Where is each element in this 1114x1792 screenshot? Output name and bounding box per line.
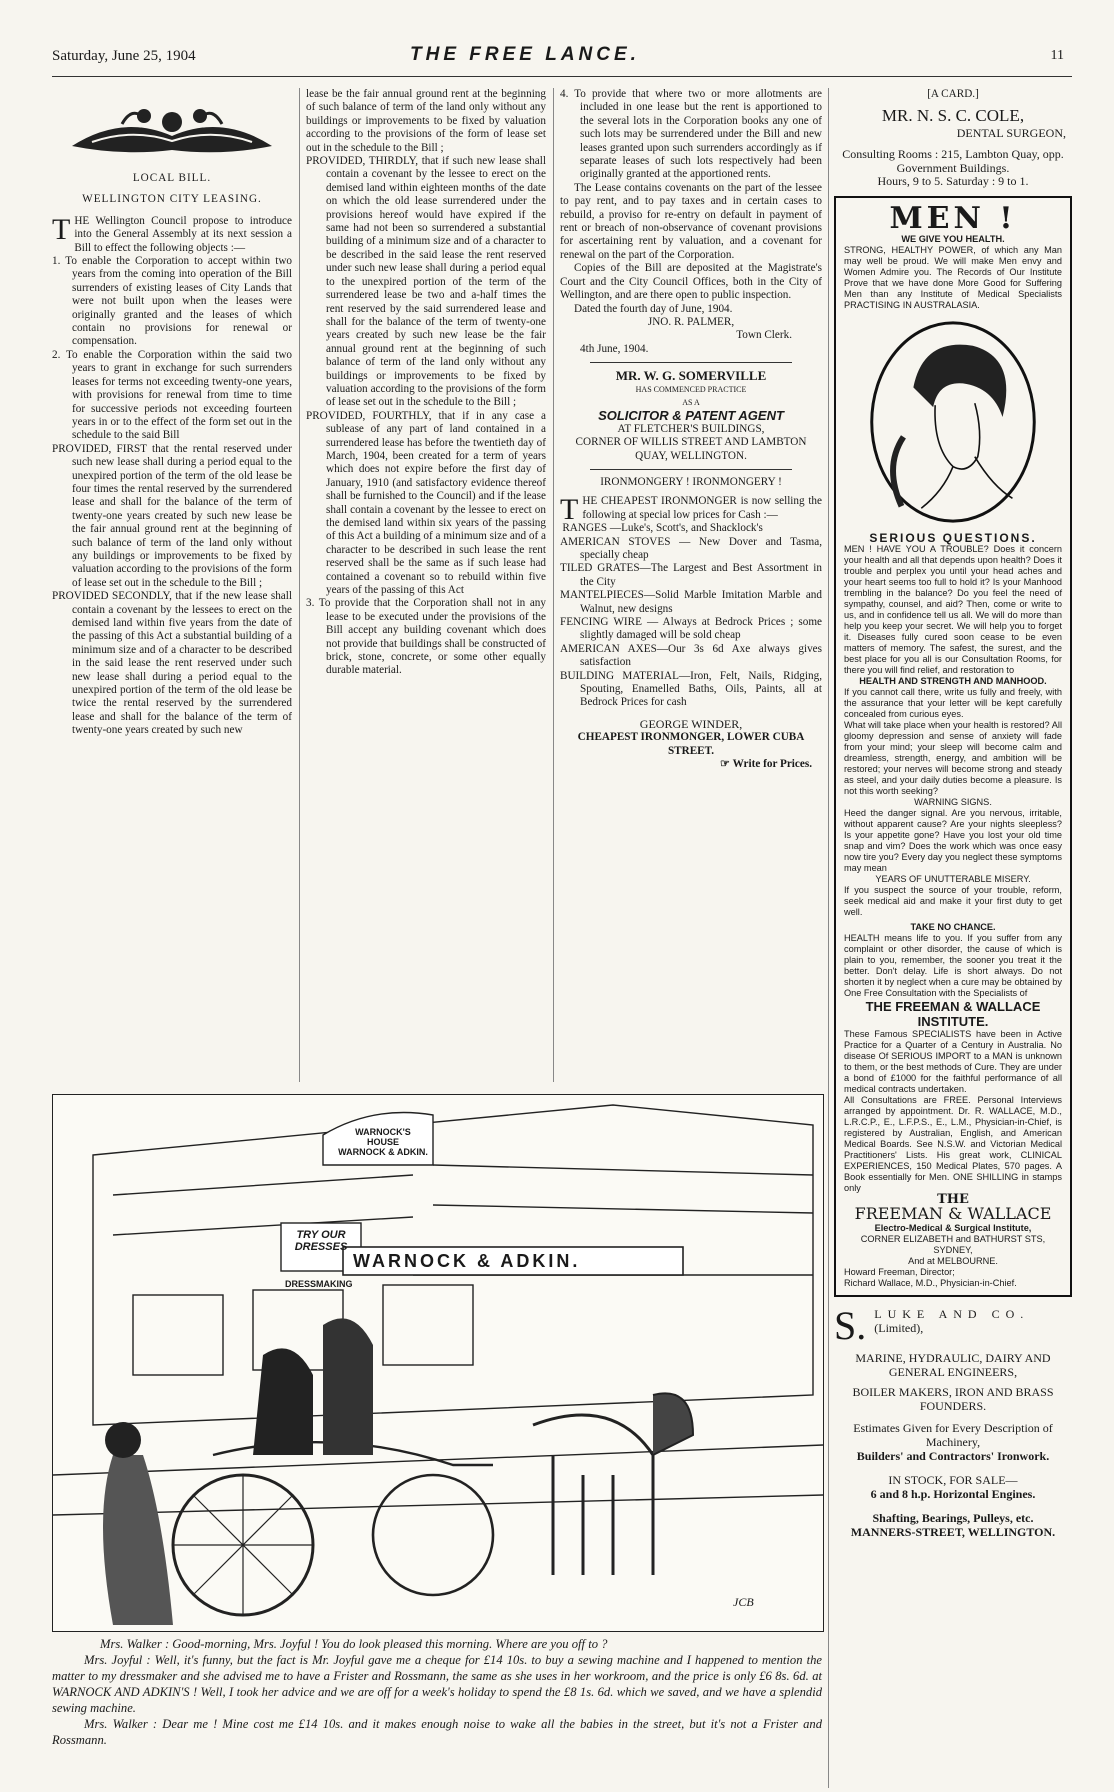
somerville-address1: AT FLETCHER'S BUILDINGS, [617,422,765,435]
somerville-role: SOLICITOR & PATENT AGENT [598,408,784,424]
somerville-name: MR. W. G. SOMERVILLE [615,368,767,384]
caption-line: Mrs. Walker : Good-morning, Mrs. Joyful ! You do look pleased this morning. Where are you off to ? [100,1637,608,1651]
column-3 [560,88,822,772]
somerville-ad [560,369,822,463]
drop-cap: T [52,212,71,246]
men-tagline: WE GIVE YOU HEALTH. [901,234,1005,245]
sign-warnock-house: WARNOCK'S HOUSE WARNOCK & ADKIN. [338,1127,428,1157]
sign-warnock-adkin: WARNOCK & ADKIN. [353,1251,581,1271]
ironmongery-item: FENCING WIRE — Always at Bedrock Prices ; some slightly damaged will be sold cheap [560,616,822,642]
write-for-prices: ☞ Write for Prices. [719,758,812,771]
misery-line: YEARS OF UNUTTERABLE MISERY. [875,874,1031,885]
sign-try-dresses: TRY OUR DRESSES [294,1229,348,1253]
bill-proviso: PROVIDED, FOURTHLY, that if in any case a sublease of any part of land contained in a surrendered lease has before the twentieth day of March, 1904, been created for a term of years which does not expire before the first day of January, 1910 (and satisfactory evidence thereof shall be furnished to the Council) and if the lease shall contain a covenant by the lessee to erect on the demised land within six years of the passing of this Act a building of a minimum size and of a character to be described in such lease the rent reserved shall be the same as if such lease had contained a covenant so to rebuild within five years of the passing of this Act [306,409,546,597]
men-title: MEN ! [889,201,1017,237]
ironmongery-owner: GEORGE WINDER, [639,716,743,731]
firm-address2: And at MELBOURNE. [908,1256,998,1267]
cartoon-illustration [52,1094,824,1632]
men-body: These Famous SPECIALISTS have been in Active Practice for a Quarter of a Century in Australia. No disease Of SERIOUS IMPORT to a MAN is unknown to them, or the best methods of Cure. They are under a bond of £1000 for the faithful performance of all medical contracts undertaken. [844,1029,1062,1095]
woman-portrait-icon [844,317,1062,527]
bill-heading: LOCAL BILL. [132,172,212,184]
ironmongery-item: BUILDING MATERIAL—Iron, Felt, Nails, Ridging, Spouting, Enamelled Baths, Oils, Paints, all at Bedrock Prices for cash [560,669,822,709]
bill-paragraph: Copies of the Bill are deposited at the Magistrate's Court and the City Council Offices, both in the City of Wellington, and are there open to public inspection. [560,262,822,302]
sign-dressmaking: DRESSMAKING [285,1279,353,1289]
luke-line4: Builders' and Contractors' Ironwork. [856,1449,1050,1464]
ironmongery-item: RANGES —Luke's, Scott's, and Shacklock's [562,522,763,535]
bill-continuation: lease be the fair annual ground rent at the beginning of such balance of term of the land only without any buildings or improvements to be fixed by valuation according to the provisions of the form of lease set out in the schedule to the Bill ; [306,88,546,154]
artist-signature: JCB [733,1595,754,1609]
bill-proviso: PROVIDED, THIRDLY, that if such new lease shall contain a covenant by the lessee to erect on the demised land within eighteen months of the date on which the old lease surrendered under the provisions hereof would have expired if the same had not been so surrendered a substantial building of a minimum size and of a character to be described in the said lease the rent reserved under such new lease shall during a period equal to the unexpired portion of the term of the surrendered lease be two and a-half times the rent reserved by the said surrendered lease and shall for the balance of the term of twenty-one years created by such new lease be the fair annual ground rent at the beginning of such balance of term of the land only without any buildings or improvements to be fixed by valuation according to the provisions of the form of lease set out in the schedule to the Bill ; [306,155,546,409]
divider [590,362,792,363]
card-label: [A CARD.] [927,88,979,100]
luke-line2: BOILER MAKERS, IRON AND BRASS FOUNDERS. [852,1385,1054,1414]
issue-date: Saturday, June 25, 1904 [52,48,196,64]
men-health-ad [834,196,1072,1297]
men-body: If you suspect the source of your trouble, reform, seek medical aid and make it your first duty to get well. [844,885,1062,918]
bill-item: PROVIDED, FIRST that the rental reserved under such new lease shall during a period equal to the unexpired portion of the term of the old lease be four times the rental reserved by the surrendered lease and shall for the balance of the term of twenty-one years created by such new lease be the fair annual ground rent at the beginning of such balance of term of the land only without any buildings or improvements to be fixed by valuation according to the provisions of the form of lease set out in the schedule to the Bill ; [52,442,292,589]
cole-card [834,88,1072,188]
firm-address: CORNER ELIZABETH and BATHURST STS, SYDNEY, [860,1234,1046,1256]
cartoon-caption [52,1636,822,1748]
luke-engines: 6 and 8 h.p. Horizontal Engines. [870,1487,1036,1502]
ironmongery-item: TILED GRATES—The Largest and Best Assortment in the City [560,562,822,588]
somerville-address2: CORNER OF WILLIS STREET AND LAMBTON QUAY, WELLINGTON. [575,436,807,462]
street-scene-illustration [53,1095,823,1631]
bill-item: 1. To enable the Corporation to accept within two years from the coming into operation of the Bill surrenders of existing leases of City Lands that were not built upon when the leases were originally granted and the leases of which contain no provisions for renewal or compensation. [52,255,292,348]
luke-shafting: Shafting, Bearings, Pulleys, etc. [872,1511,1034,1526]
ironmongery-heading: IRONMONGERY ! IRONMONGERY ! [600,475,782,488]
sign-date: 4th June, 1904. [580,342,649,355]
divider [590,469,792,470]
men-body: What will take place when your health is restored? All gloomy depression and sense of anxiety will fade from your mind; your sleep will become calm and dreamless, strength, energy, and ambition will be restored; your nerves will become strong and steady as steel, and your daily duties become a pleasure. Is not this worth seeking? [844,720,1062,797]
page-number: 11 [1050,48,1064,63]
ironmongery-intro: THE CHEAPEST IRONMONGER is now selling the following at special low prices for Cash :— [560,493,822,527]
no-chance: TAKE NO CHANCE. [910,922,996,933]
ironmongery-item: AMERICAN STOVES — New Dover and Tasma, specially cheap [560,535,822,561]
bill-dated: Dated the fourth day of June, 1904. [574,302,733,315]
cole-name: MR. N. S. C. COLE, [881,106,1025,126]
men-body: HEALTH means life to you. If you suffer from any complaint or other disorder, the cause of which is plain to you, remember, the sooner you treat it the better. Don't delay. Life is short always. Do not shorten it by neglect when a cure may be obtained by One Free Consultation with the Specialists of [844,933,1062,999]
luke-limited: (Limited), [874,1321,924,1336]
column-divider [828,88,829,1788]
firm-name: FREEMAN & WALLACE [854,1204,1052,1224]
masthead: THE FREE LANCE. [410,44,640,65]
ironmongery-ad [560,476,822,772]
bill-paragraph: The Lease contains covenants on the part of the lessee to pay rent, and to pay taxes and in certain cases to rebuild, a proviso for re-entry on default in payment of rent or breach of non-observance of covenant provisions for ascertaining rent by valuation, and a covenant for renewal on the part of the Corporation. [560,181,822,261]
signer-title: Town Clerk. [736,329,792,342]
column-4 [834,88,1072,1539]
column-divider [553,88,554,1082]
signer-name: JNO. R. PALMER, [647,315,735,328]
luke-ad [834,1307,1072,1539]
bill-subheading: WELLINGTON CITY LEASING. [82,193,262,206]
men-body: All Consultations are FREE. Personal Interviews arranged by appointment. Dr. R. WALLACE, M.D., L.R.C.P., E., L.F.P.S., E., L.M., Physician-in-Chief, is registered by Australian, English, and American Medical Boards. See N.S.W. and Victorian Medical Practitioners' Lists. His great work, CLINICAL EXPERIENCES, 150 Medical Plates, 570 pages. A Book essentially for Men. ONE SHILLING in stamps only [844,1095,1062,1194]
men-body: Heed the danger signal. Are you nervous, irritable, without apparent cause? Are your nights sleepless? Is your appetite gone? Have you lost your old time snap and vim? Does the work which was once easy now tire you? Every day you neglect these symptoms may mean [844,808,1062,874]
page-header [52,44,1072,70]
warning-signs: WARNING SIGNS. [914,797,992,808]
bill-item: 4. To provide that where two or more allotments are included in one lease but the rent is apportioned to the several lots in the Corporation books any one of such lots may be surrendered under the Bill and new leases granted upon such surrenders accordingly as if separate leases of such lots respectively had been originally granted at the apportioned rents. [560,88,822,181]
men-body: If you cannot call there, write us fully and freely, with the assurance that your letter will be kept carefully concealed from curious eyes. [844,687,1062,720]
luke-name: LUKE AND CO. [874,1307,1030,1322]
luke-line3: Estimates Given for Every Description of Machinery, [853,1421,1053,1450]
somerville-line1: HAS COMMENCED PRACTICE [635,384,747,394]
health-line: HEALTH AND STRENGTH AND MANHOOD. [859,676,1047,687]
luke-stock: IN STOCK, FOR SALE— [888,1473,1018,1488]
luke-line1: MARINE, HYDRAULIC, DAIRY AND GENERAL ENGINEERS, [855,1351,1051,1380]
ornament-icon [62,94,282,164]
ironmongery-item: AMERICAN AXES—Our 3s 6d Axe always gives satisfaction [560,642,822,669]
director: Howard Freeman, Director; [844,1267,955,1278]
men-body: MEN ! HAVE YOU A TROUBLE? Does it concern your health and all that depends upon health? Does it trouble and perplex you until your head aches and your heart seems too full to hold it? Is your Manhood trembling in the balance? Do you feel the need of sympathy, counsel, and aid? Then, come or write to us, and in confidence tell us all. We will do more than help you keep your secret. We will help you to forget it. Diseases fully cured soon cease to be even matters of memory. The safest, the surest, and the best place for you all is our Consultation Rooms, for there you will find relief, and restoration to [844,544,1062,676]
institute-name: THE FREEMAN & WALLACE INSTITUTE. [865,999,1041,1030]
caption-line: Mrs. Walker : Dear me ! Mine cost me £14 10s. and it makes enough noise to wake all the babies in the street, but it's not a Frister and Rossmann. [52,1717,822,1747]
cole-hours: Hours, 9 to 5. Saturday : 9 to 1. [877,173,1029,188]
local-bill-column-2 [306,88,546,678]
serious-questions: SERIOUS QUESTIONS. [869,531,1037,546]
header-rule [52,76,1072,77]
bill-item: 2. To enable the Corporation within the said two years to grant in exchange for such surrenders leases for terms not exceeding twenty-one years, with provisions for renewal from time to time for successive periods not exceeding fourteen years in or to the effect of the form set out in the schedule to the said Bill [52,348,292,442]
local-bill-column-1 [52,88,292,738]
bill-item: PROVIDED SECONDLY, that if the new lease shall contain a covenant by the lessees to erect on the demised land within five years from the date of the passing of this Act a substantial building of a minimum size and of a character to be described in the said lease the rent reserved under such new lease shall during a period equal to the unexpired portion of the term of the old lease be twice the rental reserved by the surrendered lease and shall for the balance of the term of twenty-one years created by such new [52,590,292,737]
luke-s: S. [834,1307,867,1346]
caption-line: Mrs. Joyful : Well, it's funny, but the fact is Mr. Joyful gave me a cheque for £14 10s. to buy a sewing machine and I happened to mention the matter to my dressmaker and she advised me to have a Frister and Rossmann, the same as she uses in her workroom, and the price is only £6 8s. 6d. at WARNOCK AND ADKIN'S ! Well, I took her advice and we are off for a week's holiday to spend the £8 1s. 6d. which we saved, and we have a splendid sewing machine. [52,1653,822,1715]
men-intro: STRONG, HEALTHY POWER, of which any Man may well be proud. We will make Men envy and Women Admire you. The Records of Our Institute Prove that we have done More Good for Suffering Men than any Institute of Medical Specialists PRACTISING IN AUSTRALASIA. [844,245,1062,311]
somerville-line2: AS A [682,397,700,407]
bill-intro: THE Wellington Council propose to introduce into the General Assembly at its next session a Bill to effect the following objects :— [52,212,292,254]
bill-item: 3. To provide that the Corporation shall not in any lease to be executed under the provisions of the Bill accept any building covenant which does not provide that buildings shall be constructed of brick, stone, concrete, or some other equally durable material. [306,597,546,677]
cole-title: DENTAL SURGEON, [956,126,1066,141]
firm-sub: Electro-Medical & Surgical Institute, [874,1223,1032,1234]
column-divider [299,88,300,1082]
drop-cap: T [560,493,579,527]
ironmongery-owner-line: CHEAPEST IRONMONGER, LOWER CUBA STREET. [577,731,805,757]
ironmongery-item: MANTELPIECES—Solid Marble Imitation Marble and Walnut, new designs [560,589,822,615]
the-label: THE [937,1192,969,1208]
luke-address: MANNERS-STREET, WELLINGTON. [850,1525,1056,1540]
physician: Richard Wallace, M.D., Physician-in-Chief. [844,1278,1017,1289]
cole-rooms: Consulting Rooms : 215, Lambton Quay, opp. Government Buildings. [842,146,1064,175]
